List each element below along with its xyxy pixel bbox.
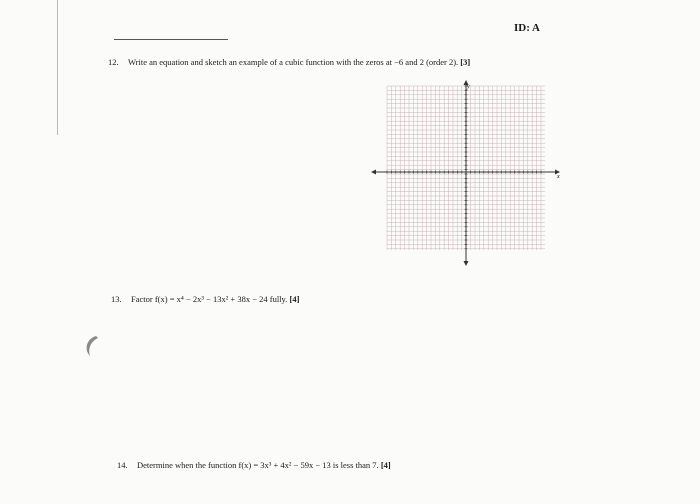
- question-marks: [4]: [380, 460, 391, 470]
- question-marks: [4]: [289, 294, 300, 304]
- id-label: ID: A: [514, 22, 540, 34]
- x-axis-label: x: [557, 174, 560, 180]
- question-14: [117, 460, 391, 470]
- question-marks: [3]: [460, 57, 471, 67]
- question-12: [108, 57, 470, 67]
- question-text: Write an equation and sketch an example of a cubic function with the zeros at −6 and 2 (order 2).: [128, 57, 459, 67]
- name-line: [114, 39, 228, 40]
- question-text: Factor f(x) = x⁴ − 2x³ − 13x² + 38x − 24 fully.: [131, 294, 288, 304]
- paper-shadow-mark: [82, 334, 100, 358]
- question-number: 13.: [111, 294, 122, 304]
- y-axis-label: y: [467, 84, 470, 90]
- question-number: 14.: [117, 460, 128, 470]
- y-axis-arrow-down: [464, 261, 469, 266]
- coordinate-grid[interactable]: [370, 80, 565, 266]
- question-13: [111, 294, 299, 304]
- question-text: Determine when the function f(x) = 3x³ + 4x² − 59x − 13 is less than 7.: [137, 460, 379, 470]
- x-axis-arrow-left: [371, 170, 376, 175]
- question-number: 12.: [108, 57, 119, 67]
- page-edge: [57, 0, 58, 135]
